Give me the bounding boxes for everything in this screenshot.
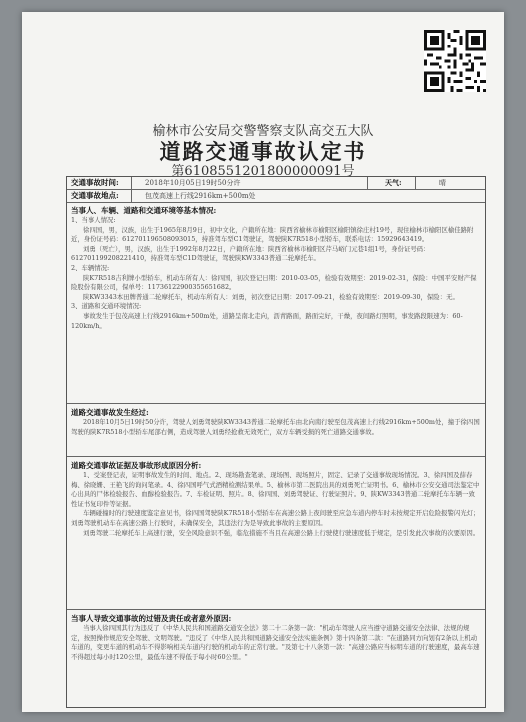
document-title: 道路交通事故认定书: [159, 139, 367, 164]
form-table: [66, 176, 486, 708]
paragraph: 2、车辆情况:: [71, 263, 110, 272]
paragraph: 陕KW3343本田牌普通二轮摩托车，机动车所有人：刘勇，初次登记日期：2017-09-21，检验有效期至：2019-09-30，保险：无。: [83, 292, 459, 301]
paragraph: 徐四国，男，汉族，出生于1965年8月9日，初中文化，户籍所在地：陕西省榆林市榆阳区榆阳镇徐庄村19号，现住榆林市榆阳区榆佳路附近，身份证号码：612701196508093015，持准驾车型C1驾驶证，驾驶陕K7R518小型轿车，联系电话：15929643419。: [71, 225, 474, 244]
paragraph: 2018年10月5日19时50分许，驾驶人刘勇驾驶陕KW3343普通二轮摩托车由北向南行驶至包茂高速上行线2916km+500m处，撞于徐四国驾驶的陕K7R518小型轿车尾部右侧，造成驾驶人刘勇经抢救无效死亡，双方车辆受损的死亡道路交通事故。: [71, 418, 480, 436]
section-basic-info-title: 当事人、车辆、道路和交通环境等基本情况:: [71, 206, 217, 215]
document-page: [22, 12, 504, 712]
section-fault-responsibility: [67, 611, 485, 707]
paragraph: 刘勇驾驶二轮摩托车上高速行驶，安全风险意识不强，临危措施不当且在高速公路上行驶使行驶速度低于规定，是引发此次事故的次要原因。: [83, 528, 480, 537]
qr-code-icon: [424, 30, 486, 92]
time-value: 2018年10月05日19时50分许: [145, 179, 241, 187]
section-evidence-analysis-title: 道路交通事故证据及事故形成原因分析:: [71, 461, 202, 470]
document-number: 第6108551201800000091号: [171, 164, 355, 179]
paragraph: 车辆碰撞时的行驶速度鉴定意见书，徐四国驾驶陕K7R518小型轿车在高速公路上夜间驶至应急车道内停车时未按规定开启危险报警闪光灯；刘勇驾驶机动车在高速公路上行驶时，未确保安全，其违法行为是导致此事故的主要原因。: [71, 509, 480, 527]
section-basic-info: [67, 203, 485, 404]
paragraph: 当事人徐四国其行为违反了《中华人民共和国道路交通安全法》第二十二条第一款："机动车驾驶人应当遵守道路交通安全法律、法规的规定，按照操作规范安全驾驶、文明驾驶。"违反了《中华人民共和国道路交通安全法实施条例》第十四条第二款："在道路同方向划有2条以上机动车道的，变更车道的机动车不得影响相关车道内行驶的机动车的正常行驶。"及第七十八条第一款："高速公路应当标明车道的行驶速度，最高车速不得超过每小时120公里，最低车速不得低于每小时60公里。": [71, 624, 480, 661]
section-fault-responsibility-title: 当事人导致交通事故的过错及责任或者意外原因:: [71, 614, 232, 623]
section-evidence-analysis: [67, 458, 485, 610]
paragraph: 3、道路和交通环境情况:: [71, 302, 142, 311]
section-accident-process-title: 道路交通事故发生经过:: [71, 408, 149, 417]
time-row: [67, 177, 485, 190]
place-row: [67, 190, 485, 203]
paragraph: 陕K7R518吉利牌小型轿车，机动车所有人：徐四国，初次登记日期：2010-03-05，检验有效期至：2019-02-31，保险：中国平安财产保险股份有限公司，保单号：11736122900355651682。: [71, 273, 477, 292]
weather-value: 晴: [439, 179, 446, 187]
issuing-organization: 榆林市公安局交警警察支队高交五大队: [152, 124, 374, 139]
time-label: 交通事故时间:: [71, 178, 119, 187]
weather-label: 天气:: [385, 178, 402, 187]
paragraph: 1、受案登记表，证明事故发生的时间、地点。2、现场勘查笔录、现场图、现场照片，固定、记录了交通事故现场情况。3、徐四国及薛春梅、徐晓姗、王艳飞的询问笔录。4、徐四国呼气式酒精检测结果单。5、榆林市第二医院出具的刘勇死亡证明书。6、榆林市公安交通司法鉴定中心出具的尸体检验报告、血醇检验报告。7、车检证明、照片。8、徐四国、刘勇驾驶证、行驶证照片。9、陕KW3343普通二轮摩托车车辆一致性证书复印件等证据。: [71, 471, 480, 508]
place-value: 包茂高速上行线2916km+500m处: [145, 192, 256, 200]
paragraph: 事故发生于包茂高速上行线2916km+500m处，道路呈南北走向，沥青路面，路面完好，干燥，夜间路灯照明，事发路段限速为：60-120km/h。: [71, 311, 463, 330]
paragraph: 1、当事人情况:: [71, 216, 116, 224]
section-accident-process: [67, 405, 485, 457]
paragraph: 刘勇（死亡），男，汉族，出生于1992年8月22日，户籍所在地：陕西省榆林市榆阳区芹马峪门元巷1组1号，身份证号码：612701199208221410，持准驾车型C1D驾驶证，驾驶陕KW3343普通二轮摩托车。: [71, 244, 430, 263]
place-label: 交通事故地点:: [71, 191, 119, 200]
